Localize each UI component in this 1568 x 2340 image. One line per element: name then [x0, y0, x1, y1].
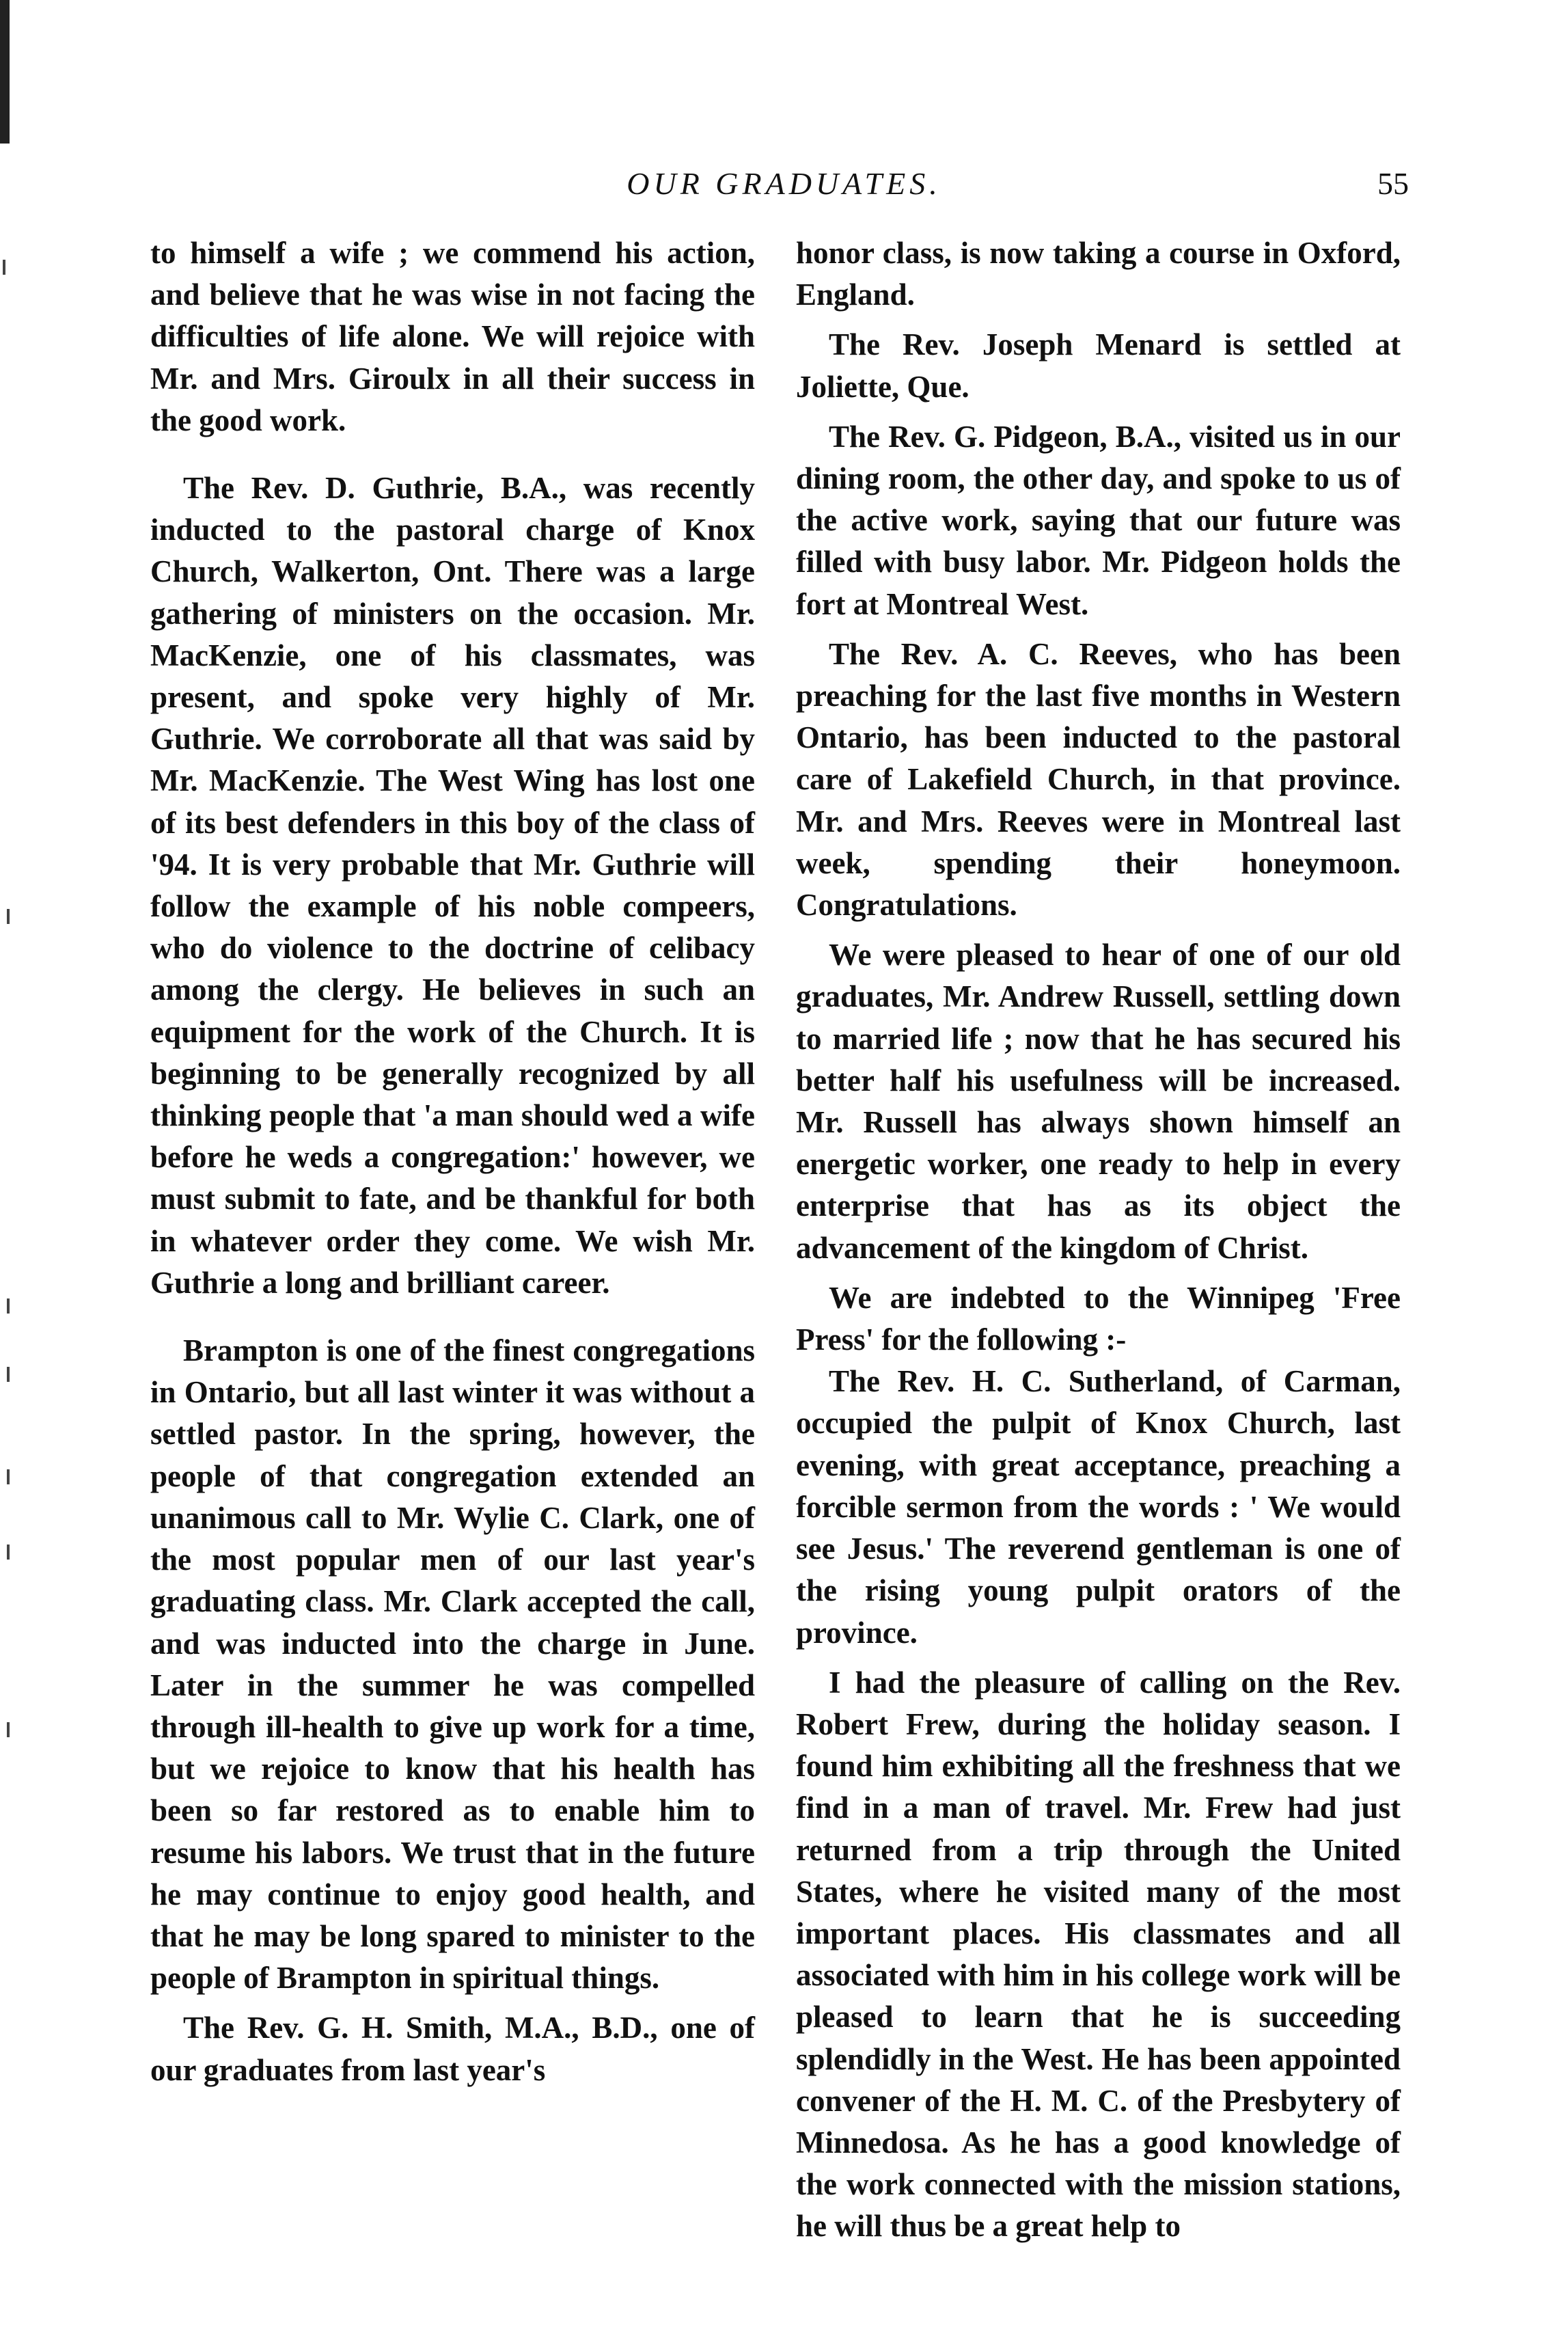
paragraph-giroulx: to himself a wife ; we commend his action, and believe that he was wise in not facing the difficulties of life alone. We will rejoice with Mr. and Mrs. Giroulx in all their success in the good work.: [150, 236, 755, 437]
paragraph-brampton: Brampton is one of the finest congregations in Ontario, but all last winter it was without a settled pastor. In the spring, however, the people of that congregation extended an unanimous call to Mr. Wylie C. Clark, one of the most popular men of our last year's graduating class. Mr. Clark accepted the call, and was inducted into the charge in June. Later in the summer he was compelled through ill-health to give up work for a time, but we rejoice to know that his health has been so far restored as to enable him to resume his labors. We trust that in the future he may continue to enjoy good health, and that he may be long spared to minister to the people of Brampton in spiritual things.: [150, 1333, 755, 1996]
scan-edge-dot: [7, 1298, 10, 1314]
scan-edge-mark: [0, 0, 10, 144]
paragraph-russell: We were pleased to hear of one of our old graduates, Mr. Andrew Russell, settling down to married life ; now that he has secured his better half his usefulness will be increased. Mr. Russell has always shown himself an energetic worker, one ready to help in every enterprise that has as its object the advancement of the kingdom of Christ.: [796, 938, 1401, 1265]
right-column: [796, 232, 1401, 2248]
page-header: [0, 165, 1568, 220]
paragraph-guthrie: The Rev. D. Guthrie, B.A., was recently inducted to the pastoral charge of Knox Church, Walkerton, Ont. There was a large gathering of ministers on the occasion. Mr. MacKenzie, one of his classmates, was present, and spoke very highly of Mr. Guthrie. We corroborate all that was said by Mr. MacKenzie. The West Wing has lost one of its best defenders in this boy of the class of '94. It is very probable that Mr. Guthrie will follow the example of his noble compeers, who do violence to the doctrine of celibacy among the clergy. He believes in such an equipment for the work of the Church. It is beginning to be generally recognized by all thinking people that 'a man should wed a wife before he weds a congregation:' however, we must submit to fate, and be thankful for both in whatever order they come. We wish Mr. Guthrie a long and brilliant career.: [150, 471, 755, 1300]
paragraph-menard: The Rev. Joseph Menard is settled at Joliette, Que.: [796, 327, 1401, 404]
scan-edge-dot: [7, 1367, 10, 1382]
left-column: [150, 232, 755, 2091]
paragraph-sutherland: The Rev. H. C. Sutherland, of Carman, occupied the pulpit of Knox Church, last evening, with great acceptance, preaching a forcible sermon from the words : ' We would see Jesus.' The reverend gentleman is one of the rising young pulpit orators of the province.: [796, 1364, 1401, 1650]
paragraph-oxford: honor class, is now taking a course in Oxford, England.: [796, 236, 1401, 312]
running-title: OUR GRADUATES.: [627, 166, 941, 201]
scan-edge-dot: [7, 1469, 10, 1484]
paragraph-frew: I had the pleasure of calling on the Rev. Robert Frew, during the holiday season. I found him exhibiting all the freshness that we find in a man of travel. Mr. Frew had just returned from a trip through the United States, where he visited many of the most important places. His classmates and all associated with him in his college work will be pleased to learn that he is succeeding splendidly in the West. He has been appointed convener of the H. M. C. of the Presbytery of Minnedosa. As he has a good knowledge of the work connected with the mission stations, he will thus be a great help to: [796, 1665, 1401, 2244]
scan-edge-dot: [7, 1545, 10, 1560]
scan-edge-dot: [3, 260, 5, 275]
page-number: 55: [1377, 166, 1409, 201]
paragraph-smith: The Rev. G. H. Smith, M.A., B.D., one of our graduates from last year's: [150, 2011, 755, 2087]
paragraph-free-press: We are indebted to the Winnipeg 'Free Press' for the following :-: [796, 1280, 1401, 1357]
scan-edge-dot: [7, 909, 10, 924]
paragraph-reeves: The Rev. A. C. Reeves, who has been preaching for the last five months in Western Ontario, has been inducted to the pastoral care of Lakefield Church, in that province. Mr. and Mrs. Reeves were in Montreal last week, spending their honeymoon. Congratulations.: [796, 636, 1401, 923]
scan-edge-dot: [7, 1722, 10, 1737]
paragraph-pidgeon: The Rev. G. Pidgeon, B.A., visited us in our dining room, the other day, and spoke to us of the active work, saying that our future was filled with busy labor. Mr. Pidgeon holds the fort at Montreal West.: [796, 419, 1401, 621]
